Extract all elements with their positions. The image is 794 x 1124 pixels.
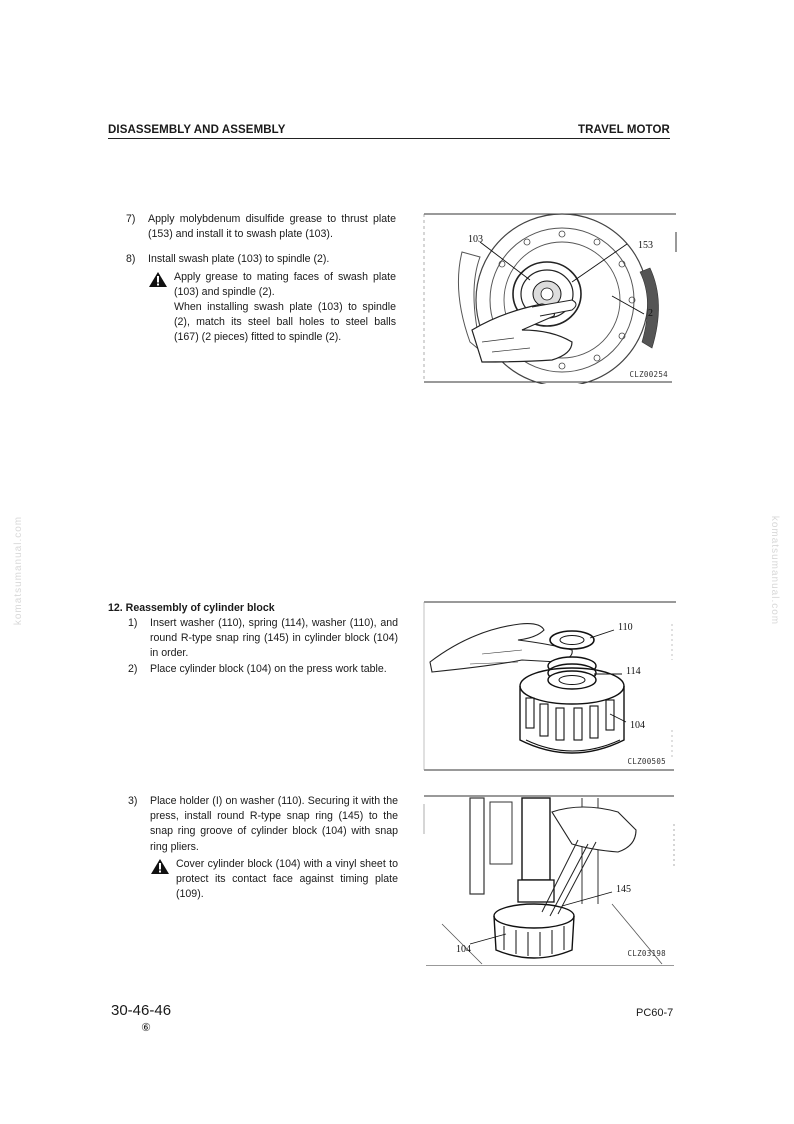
warning-line-2: When installing swash plate (103) to spindle (2), match its steel ball holes to steel balls (167) (2 pieces) fitted to spindle (2). [174, 301, 396, 344]
page-number: 30-46-46 [111, 1002, 172, 1019]
step-7 [126, 212, 396, 242]
step-number: 2) [128, 662, 138, 675]
warning-triangle-icon [148, 270, 174, 346]
step-1 [128, 616, 398, 662]
figure-caption: CLZ03198 [627, 949, 666, 958]
step-2 [128, 662, 398, 677]
step-number: 7) [126, 213, 136, 225]
step-number: 8) [126, 253, 136, 266]
callout-110: 110 [618, 622, 633, 633]
step-text: Insert washer (110), spring (114), washer (110), and round R-type snap ring (145) in cylinder block (104) in order. [150, 617, 398, 660]
watermark-right: komatsumanual.com [769, 515, 781, 626]
warning-line-1: Apply grease to mating faces of swash plate (103) and spindle (2). [174, 270, 396, 298]
callout-153: 153 [638, 240, 653, 251]
callout-103: 103 [468, 234, 483, 245]
step-number: 1) [128, 617, 138, 629]
figure-caption: CLZ00505 [627, 757, 666, 766]
warning-triangle-icon [150, 857, 176, 903]
revision-mark: ⑥ [141, 1022, 151, 1034]
step-text: Place holder (I) on washer (110). Securing it with the press, install round R-type snap ring (145) to the snap ring groove of cylinder block (104) with snap ring pliers. [150, 795, 398, 853]
figure-caption: CLZ00254 [629, 370, 668, 379]
step-text: Install swash plate (103) to spindle (2). [148, 253, 330, 266]
section2-step3 [128, 794, 398, 902]
warning-note [150, 857, 398, 903]
step-text: Apply molybdenum disulfide grease to thrust plate (153) and install it to swash plate (103). [148, 213, 396, 241]
callout-104: 104 [456, 944, 471, 955]
callout-104: 104 [630, 720, 645, 731]
watermark-left: komatsumanual.com [13, 515, 25, 626]
callout-114: 114 [626, 666, 641, 677]
callout-2: 2 [648, 308, 653, 319]
warning-note [148, 270, 396, 346]
figure-swash-plate [422, 212, 678, 384]
header-rule [108, 138, 670, 139]
section-heading: 12. Reassembly of cylinder block [108, 602, 275, 614]
step-3 [128, 794, 398, 855]
step-text: Place cylinder block (104) on the press work table. [150, 662, 387, 675]
header-right-title: TRAVEL MOTOR [578, 124, 670, 136]
section1-text [126, 212, 396, 346]
step-8 [126, 252, 396, 267]
callout-145: 145 [616, 884, 631, 895]
section2-steps [128, 616, 398, 677]
figure-snap-ring-install [422, 794, 678, 966]
header-left-title: DISASSEMBLY AND ASSEMBLY [108, 124, 286, 136]
model-label: PC60-7 [636, 1007, 674, 1019]
figure-cylinder-block [422, 600, 678, 772]
warning-text: Cover cylinder block (104) with a vinyl sheet to protect its contact face against timing plate (109). [176, 857, 398, 901]
step-number: 3) [128, 795, 138, 807]
